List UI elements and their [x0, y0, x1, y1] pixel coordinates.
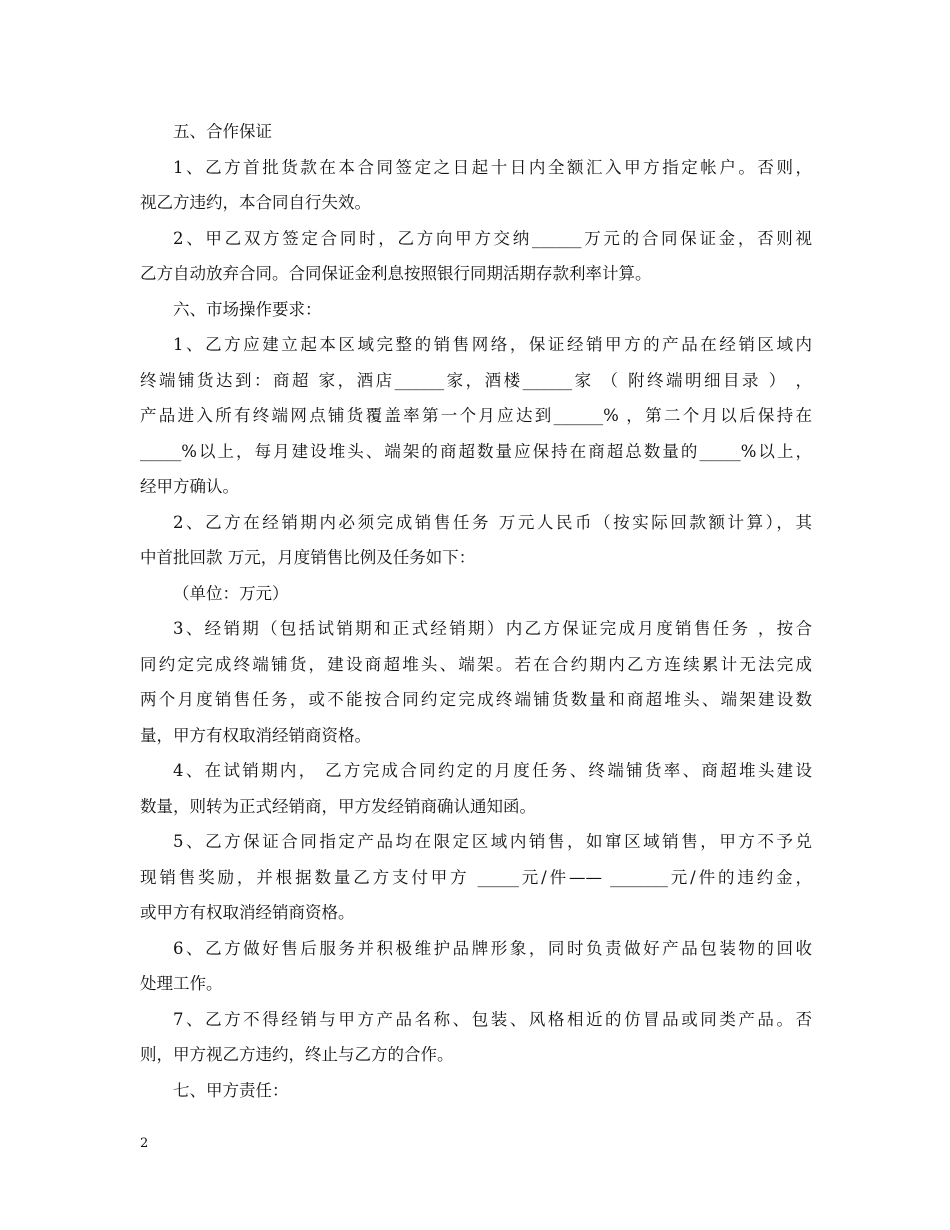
unit-note: （单位：万元） — [173, 583, 289, 603]
paragraph-line: 经甲方确认。 — [140, 477, 239, 496]
paragraph-line: 处理工作。 — [140, 974, 223, 993]
paragraph-line: 现销售奖励，并根据数量乙方支付甲方 _____元/件—— _______元/件的违约金， — [140, 867, 812, 887]
page-number: 2 — [140, 1136, 149, 1151]
paragraph-line: 5、乙方保证合同指定产品均在限定区域内销售，如窜区域销售，甲方不予兑 — [173, 832, 812, 851]
section-heading: 六、市场操作要求： — [173, 299, 322, 319]
paragraph-line: 产品进入所有终端网点铺货覆盖率第一个月应达到______% ，第二个月以后保持在 — [140, 406, 812, 425]
paragraph-line: 视乙方违约，本合同自行失效。 — [140, 193, 371, 212]
paragraph-line: 终端铺货达到：商超 家，酒店______家，酒楼______家 （ 附终端明细目录 ） ， — [140, 370, 812, 390]
document-body — [140, 114, 812, 1108]
paragraph-line: 6、乙方做好售后服务并积极维护品牌形象，同时负责做好产品包装物的回收 — [173, 938, 812, 958]
paragraph-line: 两个月度销售任务，或不能按合同约定完成终端铺货数量和商超堆头、端架建设数 — [140, 690, 812, 709]
paragraph-line: 同约定完成终端铺货，建设商超堆头、端架。若在合约期内乙方连续累计无法完成 — [140, 654, 812, 674]
paragraph-line: 中首批回款 万元，月度销售比例及任务如下： — [140, 548, 476, 567]
paragraph-line: 7、乙方不得经销与甲方产品名称、包装、风格相近的仿冒品或同类产品。否 — [173, 1009, 812, 1029]
paragraph-line: _____%以上，每月建设堆头、端架的商超数量应保持在商超总数量的_____%以上， — [140, 441, 812, 461]
paragraph-line: 1、乙方应建立起本区域完整的销售网络，保证经销甲方的产品在经销区域内 — [173, 335, 812, 354]
paragraph-line: 乙方自动放弃合同。合同保证金利息按照银行同期活期存款利率计算。 — [140, 264, 652, 283]
paragraph-line: 量，甲方有权取消经销商资格。 — [140, 725, 371, 745]
paragraph-line: 数量，则转为正式经销商，甲方发经销商确认通知函。 — [140, 796, 536, 816]
paragraph-line: 4、在试销期内， 乙方完成合同约定的月度任务、终端铺货率、商超堆头建设 — [173, 761, 812, 780]
paragraph-line: 3、经销期（包括试销期和正式经销期）内乙方保证完成月度销售任务 ，按合 — [173, 619, 812, 638]
paragraph-line: 2、甲乙双方签定合同时，乙方向甲方交纳______万元的合同保证金，否则视 — [173, 228, 812, 248]
paragraph-line: 2、乙方在经销期内必须完成销售任务 万元人民币（按实际回款额计算），其 — [173, 512, 812, 532]
paragraph-line: 或甲方有权取消经销商资格。 — [140, 903, 355, 922]
section-heading: 五、合作保证 — [173, 122, 272, 141]
section-heading: 七、甲方责任： — [173, 1080, 289, 1100]
paragraph-line: 1、乙方首批货款在本合同签定之日起十日内全额汇入甲方指定帐户。否则， — [173, 157, 812, 177]
paragraph-line: 则，甲方视乙方违约，终止与乙方的合作。 — [140, 1045, 454, 1064]
